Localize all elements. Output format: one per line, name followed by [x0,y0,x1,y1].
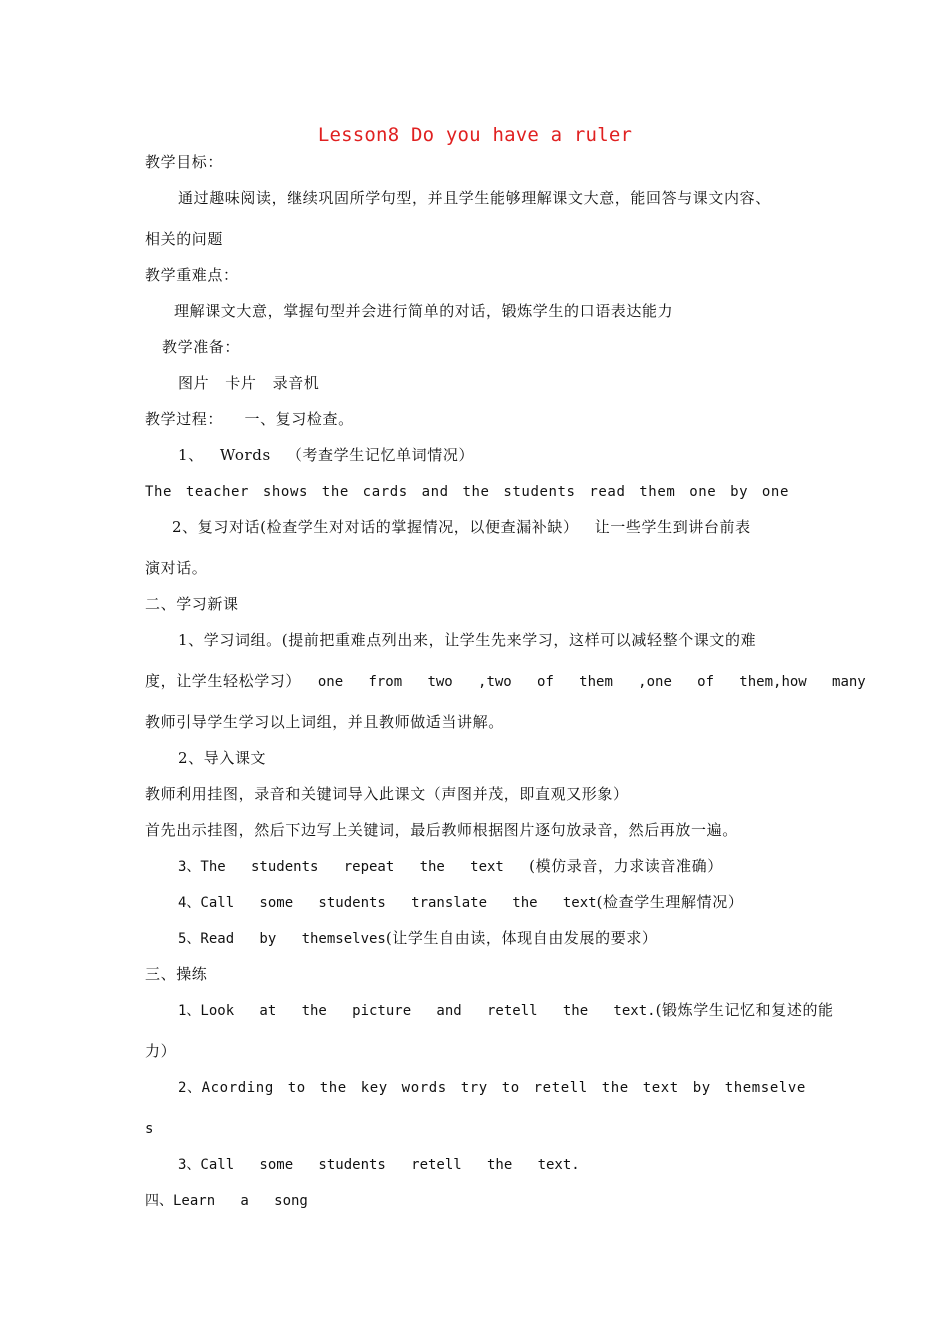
item-5-en: 5、Read by themselves [178,931,386,947]
word: cards [362,484,408,500]
word: and [421,484,449,500]
section-3-item-2-line-2: s [145,1121,154,1137]
key-points-text: 理解课文大意，掌握句型并会进行简单的对话，锻炼学生的口语表达能力 [174,302,674,320]
section-2-heading: 二、学习新课 [145,595,239,613]
section-2-item-5 [178,928,658,949]
word: to [287,1080,306,1096]
section-3-item-2 [178,1078,806,1098]
section-2-item-1-line-2 [145,671,866,692]
section-3-item-1-line-2: 力） [145,1042,177,1060]
item-3-en: 3、The students repeat the text [178,859,530,875]
section-4-heading: 四、Learn a song [145,1193,308,1209]
word: the [601,1080,629,1096]
word: to [501,1080,520,1096]
step-2-line-2: 演对话。 [145,559,208,577]
word: 2、Acording [178,1080,274,1096]
word: teacher [185,484,250,500]
section-2-item-3 [178,856,723,877]
word: by [692,1080,711,1096]
item-4-cn: (检查学生理解情况） [596,893,744,911]
section-2-item-2: 2、导入课文 [178,749,267,767]
word: read [589,484,626,500]
step-1-detail [145,482,789,502]
section-2-item-2-line-1: 教师利用挂图，录音和关键词导入此课文（声图并茂，即直观又形象） [145,785,629,803]
item-4-en: 4、Call some students translate the text [178,895,597,911]
section-3-item-3: 3、Call some students retell the text. [178,1157,580,1173]
step-1: 1、 Words （考查学生记忆单词情况） [178,446,475,464]
preparation-text: 图片 卡片 录音机 [178,374,320,392]
word: shows [262,484,309,500]
section-2-item-1-line-3: 教师引导学生学习以上词组，并且教师做适当讲解。 [145,713,504,731]
word: retell [533,1080,588,1096]
step-2-line-1: 2、复习对话(检查学生对对话的掌握情况，以便查漏补缺） 让一些学生到讲台前表 [172,518,751,536]
section-2-item-1-line-1: 1、学习词组。(提前把重难点列出来，让学生先来学习，这样可以减轻整个课文的难 [178,631,757,649]
objectives-heading: 教学目标： [145,153,224,171]
section-2-item-2-line-2: 首先出示挂图，然后下边写上关键词，最后教师根据图片逐句放录音，然后再放一遍。 [145,821,738,839]
item-1-cn: 度，让学生轻松学习） [145,672,302,690]
word: try [460,1080,488,1096]
word: words [401,1080,447,1096]
objectives-line-1: 通过趣味阅读，继续巩固所学句型，并且学生能够理解课文大意，能回答与课文内容、 [178,189,771,207]
word: the [321,484,349,500]
process-heading: 教学过程： 一、复习检查。 [145,410,354,428]
word: The [145,484,173,500]
word: by [730,484,749,500]
word: students [503,484,576,500]
item-5-cn: (让学生自由读，体现自由发展的要求） [385,929,658,947]
section-2-item-4 [178,892,743,913]
word: them [639,484,676,500]
preparation-heading: 教学准备： [162,338,241,356]
section-3-item-1 [178,1000,834,1021]
word: themselve [724,1080,806,1096]
word: key [360,1080,388,1096]
word: one [689,484,717,500]
document-title: Lesson8 Do you have a ruler [317,124,633,146]
item-3-cn: (模仿录音，力求读音准确） [529,857,723,875]
item-1-cn: (锻炼学生记忆和复述的能 [655,1001,834,1019]
item-1-en: 1、Look at the picture and retell the text. [178,1003,656,1019]
word: the [462,484,490,500]
objectives-line-2: 相关的问题 [145,230,224,248]
item-1-en: one from two ,two of them ,one of them,how many [301,674,866,690]
section-3-heading: 三、操练 [145,965,208,983]
word: the [319,1080,347,1096]
key-points-heading: 教学重难点： [145,266,239,284]
word: text [642,1080,679,1096]
word: one [761,484,789,500]
